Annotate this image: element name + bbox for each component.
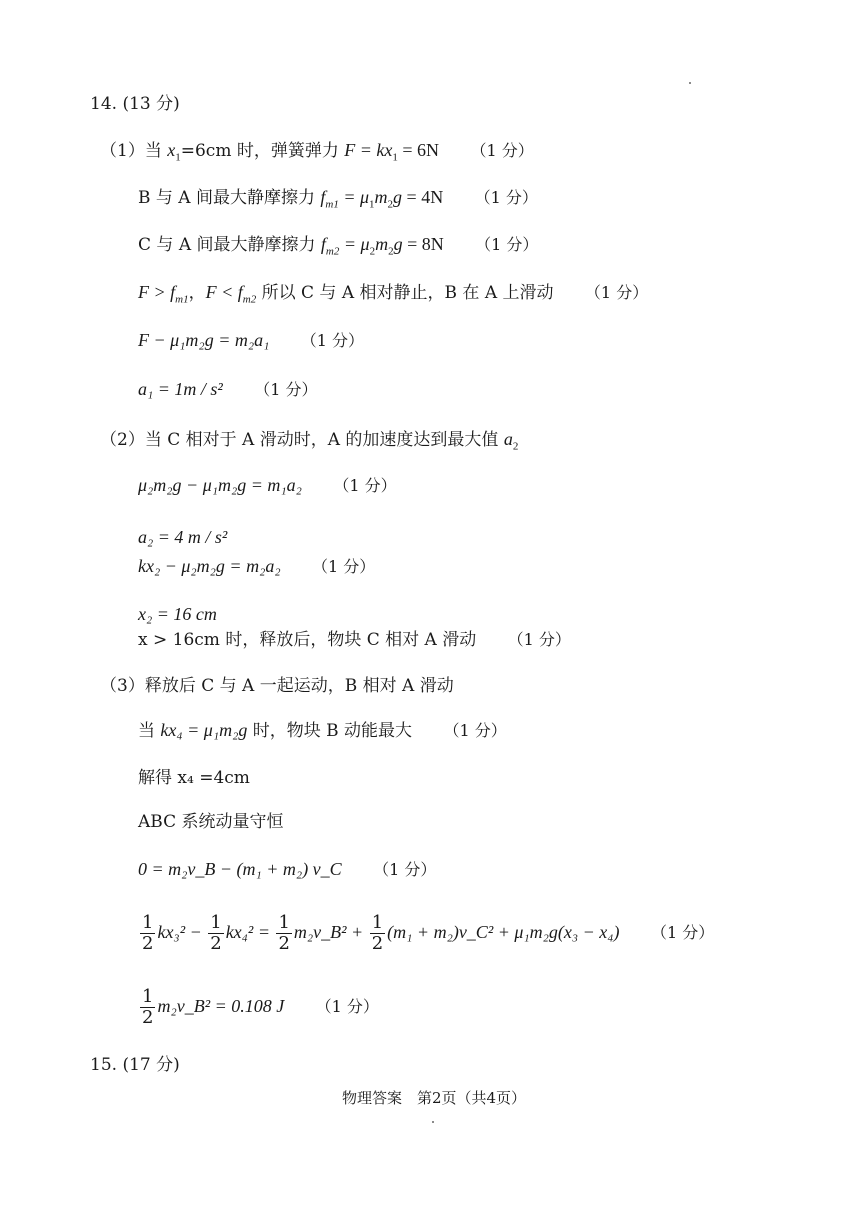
a2-line bbox=[138, 526, 227, 549]
x2-condition: x > 16cm 时，释放后，物块 C 相对 A 滑动 bbox=[138, 630, 477, 650]
scan-dot bbox=[432, 1121, 434, 1123]
kx2-line: kx₂ − μ₂m₂g = m₂a₂ （1 分） bbox=[138, 556, 376, 576]
part3-text: （3）释放后 C 与 A 一起运动，B 相对 A 滑动 bbox=[100, 676, 454, 696]
x4-line bbox=[138, 767, 250, 789]
points-label: （1 分） bbox=[470, 141, 534, 160]
fm2-line: C 与 A 间最大静摩擦力 $f_{m2} = \mu_2m_2g = 8N$ （1 分） bbox=[138, 234, 539, 258]
part1-condition: =6cm 时，弹簧弹力 bbox=[180, 141, 339, 161]
compare-text: 所以 C 与 A 相对静止，B 在 A 上滑动 bbox=[256, 283, 554, 303]
a1-eq: a₁ = 1m / s² bbox=[138, 379, 223, 399]
q14-part1-line: （1）当 $x_1=6cm$ 时，弹簧弹力 $F = kx_1 = 6N$ （1 分） bbox=[100, 140, 534, 164]
q14-title: 14. (13 分) bbox=[90, 94, 180, 114]
compare-line: $F > f_{m1}$，$F < f_{m2}$ 所以 C 与 A 相对静止，B 在 A 上滑动 （1 分） bbox=[138, 282, 649, 306]
mu-a2-eq: μ₂m₂g − μ₁m₂g = m₁a₂ bbox=[138, 475, 302, 495]
momentum-text: ABC 系统动量守恒 bbox=[138, 812, 284, 832]
kx4-line: 当 kx₄ = μ₁m₂g 时，物块 B 动能最大 （1 分） bbox=[138, 720, 507, 741]
fm1-line: B 与 A 间最大静摩擦力 $f_{m1} = \mu_1m_2g = 4N$ （1 分） bbox=[138, 187, 538, 211]
part3-line bbox=[100, 675, 454, 697]
kinetic-energy-line: $\frac{1}{2}$ m₂v_B² = 0.108 J （1 分） bbox=[142, 986, 379, 1028]
energy-eq-tail: (m₁ + m₂)v_C² + μ₁m₂g(x₃ − x₄) bbox=[387, 922, 620, 942]
page-footer: 物理答案 第2页（共4页） bbox=[341, 1089, 527, 1107]
kx4-eq: kx₄ = μ₁m₂g bbox=[160, 720, 248, 740]
momentum-line bbox=[138, 811, 284, 833]
kx2-eq: kx₂ − μ₂m₂g = m₂a₂ bbox=[138, 556, 281, 576]
x2-line bbox=[138, 603, 217, 626]
momentum-eq: 0 = m₂v_B − (m₁ + m₂) v_C bbox=[138, 859, 342, 879]
fm2-value: = 8N bbox=[402, 234, 444, 254]
newton1-line: F − μ₁m₂g = m₂a₁ （1 分） bbox=[138, 330, 365, 350]
energy-eq-line: $\frac{1}{2}$ kx₃² − $\frac{1}{2}$ kx₄² = $\frac{1}{2}$ m₂v_B² + $\frac{1}{2}$ (m₁ + m₂)v_C² + μ₁m₂g(x₃ − x₄) （1 分） bbox=[142, 912, 715, 954]
mu-a2-line: μ₂m₂g − μ₁m₂g = m₁a₂ （1 分） bbox=[138, 475, 397, 495]
part2-line: （2）当 C 相对于 A 滑动时，A 的加速度达到最大值 $a_2$ bbox=[100, 429, 519, 453]
fm1-value: = 4N bbox=[402, 187, 444, 207]
x2-condition-line: x > 16cm 时，释放后，物块 C 相对 A 滑动 （1 分） bbox=[138, 630, 571, 650]
fm2-text: C 与 A 间最大静摩擦力 bbox=[138, 235, 316, 255]
part1-label: （1）当 bbox=[100, 141, 162, 161]
q15-title: 15. (17 分) bbox=[90, 1055, 180, 1075]
x4-text: 解得 x₄ =4cm bbox=[138, 768, 250, 788]
x2-eq: x₂ = 16 cm bbox=[138, 604, 217, 624]
a2-eq: a₂ = 4 m / s² bbox=[138, 527, 228, 547]
a1-line: a₁ = 1m / s² （1 分） bbox=[138, 379, 318, 399]
momentum-eq-line: 0 = m₂v_B − (m₁ + m₂) v_C （1 分） bbox=[138, 859, 437, 879]
fm1-text: B 与 A 间最大静摩擦力 bbox=[138, 188, 315, 208]
kinetic-energy-eq: m₂v_B² = 0.108 J bbox=[157, 996, 285, 1016]
part2-text: （2）当 C 相对于 A 滑动时，A 的加速度达到最大值 bbox=[100, 430, 499, 450]
newton1-eq: F − μ₁m₂g = m₂a₁ bbox=[138, 330, 270, 350]
spring-force-eq: F = kx bbox=[344, 140, 393, 160]
scan-dot bbox=[689, 82, 691, 84]
half-fraction: $\frac{1}{2}$ bbox=[142, 912, 154, 954]
